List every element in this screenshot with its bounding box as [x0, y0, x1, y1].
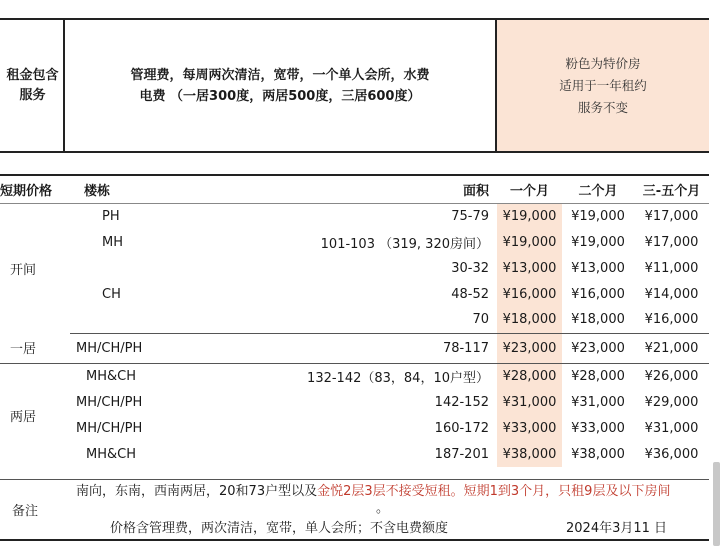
- building-cell: [70, 255, 210, 281]
- special-price-note: [497, 20, 709, 151]
- price-two-months: ¥31,000: [571, 394, 625, 410]
- service-info-box: [0, 18, 709, 153]
- area-cell: 160-172: [434, 420, 489, 436]
- building-cell: [70, 307, 210, 333]
- area-cell: 70: [210, 307, 497, 333]
- included-services-label: [0, 20, 65, 151]
- remarks-date: 2024年3月11 日: [566, 521, 668, 536]
- price-one-month: ¥23,000: [497, 333, 562, 363]
- building-cell: CH: [102, 286, 121, 302]
- price-three-to-five-months: ¥11,000: [644, 260, 699, 276]
- building-cell: MH&CH: [86, 446, 136, 462]
- price-two-months: ¥16,000: [571, 286, 625, 302]
- included-services-line1: 管理费，每周两次清洁，宽带，一个单人会所，水费: [130, 67, 430, 83]
- price-one-month: ¥16,000: [497, 281, 562, 307]
- building-cell: MH: [102, 234, 123, 250]
- price-three-to-five-months: ¥21,000: [634, 333, 709, 363]
- table-row: [0, 255, 709, 281]
- area-cell: 187-201: [434, 446, 489, 462]
- price-three-to-five-months: ¥14,000: [644, 286, 699, 302]
- table-header-row: [0, 175, 709, 203]
- header-three-to-five-months: 三-五个月: [634, 175, 709, 203]
- building-cell: MH/CH/PH: [76, 394, 143, 410]
- price-three-to-five-months: ¥29,000: [644, 394, 699, 410]
- header-short-term-price: 短期价格: [0, 175, 70, 203]
- price-two-months: ¥38,000: [571, 446, 625, 462]
- price-three-to-five-months: ¥26,000: [644, 368, 699, 384]
- included-services-line2: 电费 （一居300度，两居500度，三居600度）: [139, 88, 421, 104]
- header-building: 楼栋: [70, 175, 210, 203]
- short-term-price-table: [0, 174, 709, 467]
- remarks-text: 南向，东南，西南两居，20和73户型以及: [76, 484, 318, 499]
- building-cell: MH&CH: [86, 368, 136, 384]
- note-line3: 服务不变: [577, 99, 628, 115]
- included-label-line1: 租金包含: [6, 67, 59, 83]
- price-one-month: ¥38,000: [497, 441, 562, 467]
- remarks-period: 。: [376, 501, 390, 516]
- note-line2: 适用于一年租约: [559, 77, 647, 93]
- building-cell: MH/CH/PH: [76, 420, 143, 436]
- area-cell: 75-79: [451, 208, 489, 224]
- price-three-to-five-months: ¥17,000: [644, 208, 699, 224]
- header-area: 面积: [210, 175, 497, 203]
- table-row: [0, 389, 709, 415]
- building-cell: PH: [102, 208, 120, 224]
- remarks-warning-no-short-term: 金悦2层3层不接受短租。: [317, 484, 464, 499]
- price-two-months: ¥28,000: [571, 368, 625, 384]
- price-one-month: ¥18,000: [497, 307, 562, 333]
- price-three-to-five-months: ¥36,000: [644, 446, 699, 462]
- header-one-month: 一个月: [497, 175, 562, 203]
- table-row: [0, 363, 709, 389]
- area-cell: 101-103 （319, 320房间）: [320, 236, 489, 252]
- price-two-months: ¥19,000: [571, 234, 625, 250]
- price-one-month: ¥13,000: [497, 255, 562, 281]
- area-cell: 30-32: [451, 260, 489, 276]
- remarks-line2: 价格含管理费，两次清洁，宽带，单人会所；不含电费额度: [110, 521, 449, 536]
- group-label-one-bedroom: 一居: [0, 333, 70, 363]
- included-label-line2: 服务: [19, 87, 46, 103]
- remarks-label: 备注: [12, 504, 39, 519]
- price-two-months: ¥18,000: [562, 307, 634, 333]
- table-row: [0, 415, 709, 441]
- price-three-to-five-months: ¥16,000: [634, 307, 709, 333]
- price-one-month: ¥28,000: [497, 363, 562, 389]
- price-one-month: ¥19,000: [497, 203, 562, 229]
- group-label-two-bedroom: 两居: [10, 409, 37, 425]
- price-two-months: ¥19,000: [571, 208, 625, 224]
- price-two-months: ¥13,000: [571, 260, 625, 276]
- price-three-to-five-months: ¥17,000: [644, 234, 699, 250]
- remarks-warning-floors: 短期1到3个月，只租9层及以下房间: [463, 484, 671, 499]
- area-cell: 48-52: [451, 286, 489, 302]
- area-cell: 78-117: [210, 333, 497, 363]
- group-label-studio: 开间: [10, 262, 37, 278]
- building-cell: MH/CH/PH: [70, 333, 210, 363]
- note-line1: 粉色为特价房: [565, 55, 641, 71]
- area-cell: 132-142（83，84，10户型）: [307, 370, 489, 386]
- included-services-text: [65, 20, 497, 151]
- price-one-month: ¥31,000: [497, 389, 562, 415]
- table-row: [0, 441, 709, 467]
- vertical-scrollbar[interactable]: [713, 462, 720, 546]
- table-row: [0, 333, 709, 363]
- area-cell: 142-152: [434, 394, 489, 410]
- remarks-section: [0, 479, 709, 541]
- table-row: [0, 229, 709, 255]
- header-two-months: 二个月: [562, 175, 634, 203]
- price-one-month: ¥19,000: [497, 229, 562, 255]
- table-row: [0, 307, 709, 333]
- price-one-month: ¥33,000: [497, 415, 562, 441]
- remarks-line1: [76, 483, 706, 501]
- table-row: [0, 281, 709, 307]
- price-three-to-five-months: ¥31,000: [644, 420, 699, 436]
- table-row: [0, 203, 709, 229]
- price-two-months: ¥23,000: [562, 333, 634, 363]
- price-two-months: ¥33,000: [571, 420, 625, 436]
